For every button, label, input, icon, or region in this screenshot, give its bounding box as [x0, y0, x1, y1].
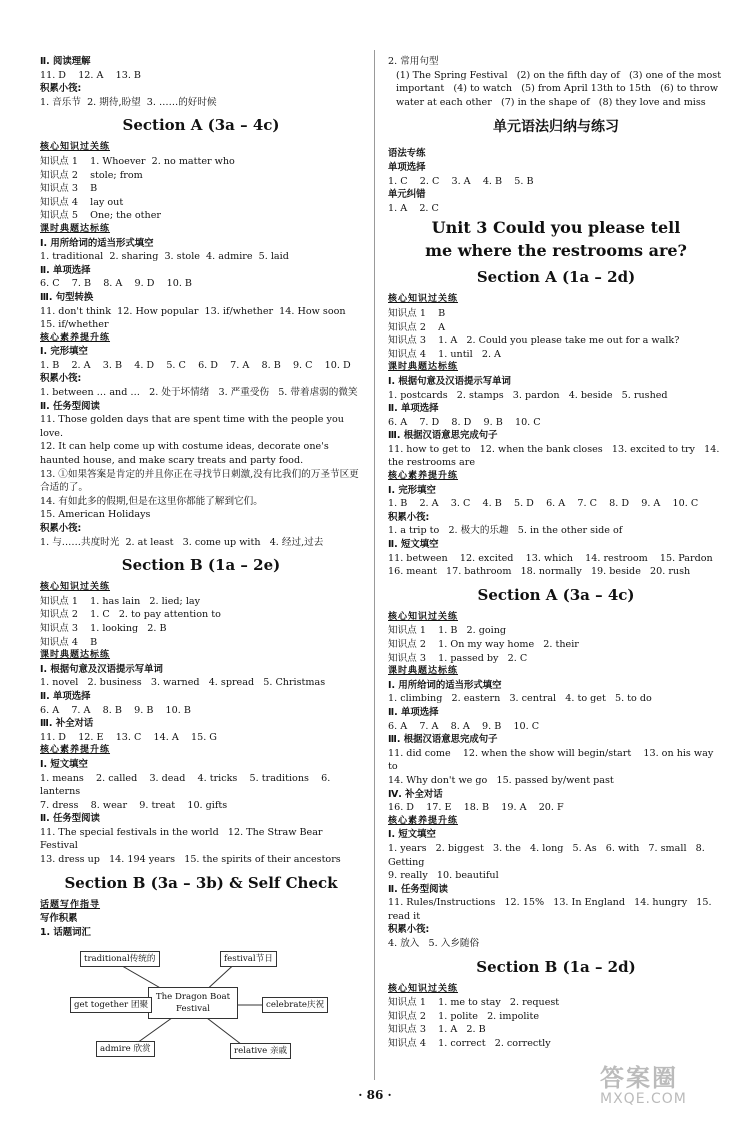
left-column [40, 55, 362, 1063]
answer-line: 知识点 3 1. passed by 2. C [388, 652, 528, 664]
answer-line: 1. B 2. A 3. B 4. D 5. C 6. D 7. A 8. B 9. C 10. D [40, 359, 351, 371]
answer-line: 知识点 3 1. A 2. B [388, 1024, 486, 1036]
answer-line: 15. American Holidays [40, 509, 151, 521]
answer-line: 4. 放入 5. 入乡随俗 [388, 938, 480, 950]
answer-line: 1. B 2. A 3. C 4. B 5. D 6. A 7. C 8. D 9. A 10. C [388, 498, 699, 510]
answer-line: 15. if/whether [40, 319, 109, 331]
answer-line: 知识点 3 1. looking 2. B [40, 622, 167, 634]
diagram-box-celebrate: celebrate庆祝 [262, 997, 328, 1013]
section-label: 核心素养提升练 [40, 745, 111, 756]
answer-line: 知识点 5 One; the other [40, 210, 161, 222]
section-label: 核心知识过关练 [40, 582, 111, 593]
section-title: Section A (3a – 4c) [477, 585, 635, 604]
section-label: 核心素养提升练 [388, 815, 459, 826]
subheading: Ⅲ. 补全对话 [40, 718, 94, 730]
chapter-title: 单元语法归纳与练习 [493, 119, 619, 136]
answer-line: 知识点 4 B [40, 636, 98, 648]
subheading: Ⅱ. 单项选择 [40, 264, 91, 276]
subheading: Ⅲ. 根据汉语意思完成句子 [388, 734, 498, 746]
right-lines [388, 55, 724, 1051]
answer-line: 知识点 4 lay out [40, 196, 124, 208]
subheading: 单元纠错 [388, 189, 426, 201]
answer-line: 知识点 1 1. has lain 2. lied; lay [40, 595, 201, 607]
watermark-line2: MXQE.COM [600, 1091, 687, 1107]
column-divider [374, 50, 375, 1080]
answer-line: 知识点 3 B [40, 183, 98, 195]
section-title: Section A (1a – 2d) [476, 268, 636, 287]
answer-line: 1. means 2. called 3. dead 4. tricks 5. traditions 6. lanterns [40, 772, 334, 798]
subheading: 积累小筏: [40, 83, 82, 95]
subheading: 语法专练 [388, 148, 426, 160]
section-label: 核心知识过关练 [40, 142, 111, 153]
answer-line: 11. Those golden days that are spent time with the people you love. [40, 414, 347, 439]
answer-line: 7. dress 8. wear 9. treat 10. gifts [40, 799, 228, 811]
section-label: 核心素养提升练 [40, 332, 111, 343]
subheading: 积累小筏: [40, 523, 82, 534]
answer-line: 知识点 1 1. Whoever 2. no matter who [40, 155, 235, 167]
section-label: 话题写作指导 [40, 899, 101, 910]
answer-line: 知识点 2 1. On my way home 2. their [388, 639, 579, 650]
answer-line: 2. 常用句型 [388, 56, 439, 67]
answer-line: 知识点 3 1. A 2. Could you please take me out for a walk? [388, 335, 680, 347]
answer-line: 13. ①如果答案是肯定的并且你正在寻找节日刺激,没有比我们的万圣节区更合适的了。 [40, 468, 359, 494]
unit-title: me where the restrooms are? [425, 241, 687, 261]
subheading: Ⅱ. 阅读理解 [40, 56, 91, 67]
subheading: 单项选择 [388, 161, 426, 173]
subheading: 积累小筏: [388, 511, 430, 523]
answer-line: 11. D 12. A 13. B [40, 69, 141, 81]
subheading: Ⅰ. 根据句意及汉语提示写单词 [40, 663, 163, 675]
section-label: 课时典题达标练 [40, 223, 111, 234]
section-label: 核心知识过关练 [388, 983, 459, 994]
answer-block: (1) The Spring Festival (2) on the fifth day of (3) one of the most important (4) to watch (5) from April 13th to 15th (6) to throw water at each other (7) in the shape of (8) they love and miss [396, 69, 725, 108]
subheading: Ⅱ. 任务型阅读 [40, 813, 100, 825]
answer-line: 知识点 1 1. B 2. going [388, 625, 507, 637]
answer-line: 1. years 2. biggest 3. the 4. long 5. As 6. with 7. small 8. Getting [388, 842, 708, 868]
subheading: 积累小筏: [388, 924, 430, 936]
answer-line: 1. 与……共度时光 2. at least 3. come up with 4. 经过,过去 [40, 536, 324, 548]
right-column [388, 55, 724, 1051]
subheading: Ⅰ. 完形填空 [40, 346, 88, 358]
subheading: 积累小筏: [40, 373, 82, 385]
answer-line: 11. D 12. E 13. C 14. A 15. G [40, 731, 217, 743]
answer-line: 1. 音乐节 2. 期待,盼望 3. ……的好时候 [40, 96, 217, 108]
answer-line: 6. A 7. D 8. D 9. B 10. C [388, 416, 541, 428]
subheading: Ⅰ. 根据句意及汉语提示写单词 [388, 375, 511, 387]
subheading: Ⅱ. 短文填空 [388, 539, 439, 551]
subheading: Ⅱ. 任务型阅读 [388, 883, 448, 895]
answer-line: 1. A 2. C [388, 202, 439, 214]
watermark-line1: 答案圈 [600, 1064, 678, 1092]
answer-line: 14. Why don't we go 15. passed by/went past [388, 774, 614, 786]
answer-line: 11. how to get to 12. when the bank closes 13. excited to try 14. the restrooms are [388, 443, 723, 469]
page-number: · 86 · [358, 1088, 392, 1102]
answer-line: 知识点 1 1. me to stay 2. request [388, 997, 560, 1009]
answer-line: 1. between … and … 2. 处于坏情绪 3. 严重受伤 5. 带着虐弱的微笑 [40, 387, 358, 399]
answer-line: 11. The special festivals in the world 12. The Straw Bear Festival [40, 826, 326, 852]
diagram-box-relative: relative 亲戚 [230, 1043, 291, 1059]
subheading: Ⅰ. 短文填空 [40, 758, 88, 770]
section-title: Section B (3a – 3b) & Self Check [64, 873, 338, 892]
subheading: Ⅰ. 用所给词的适当形式填空 [388, 679, 502, 691]
answer-line: 16. D 17. E 18. B 19. A 20. F [388, 802, 564, 814]
section-title: Section B (1a – 2d) [476, 957, 636, 976]
answer-line: 知识点 2 1. C 2. to pay attention to [40, 609, 221, 621]
section-label: 课时典题达标练 [388, 666, 459, 677]
answer-line: 11. did come 12. when the show will begin/start 13. on his way to [388, 747, 717, 773]
diagram-box-get-together: get together 团聚 [70, 997, 152, 1013]
subheading: Ⅲ. 根据汉语意思完成句子 [388, 430, 498, 442]
answer-line: 1. traditional 2. sharing 3. stole 4. admire 5. laid [40, 251, 289, 263]
answer-line: 1. postcards 2. stamps 3. pardon 4. beside 5. rushed [388, 389, 668, 401]
diagram-box-traditional: traditional传统的 [80, 951, 160, 967]
subheading: Ⅲ. 句型转换 [40, 291, 94, 303]
answer-line: 11. Rules/Instructions 12. 15% 13. In England 14. hungry 15. read it [388, 897, 715, 922]
watermark-logo [600, 1065, 730, 1115]
answer-line: 1. novel 2. business 3. warned 4. spread 5. Christmas [40, 677, 326, 689]
subheading: Ⅰ. 短文填空 [388, 829, 436, 841]
subheading: Ⅱ. 单项选择 [388, 706, 439, 718]
topic-vocabulary-diagram [40, 943, 340, 1063]
section-title: Section B (1a – 2e) [121, 556, 281, 575]
left-lines [40, 55, 362, 939]
answer-line: 知识点 2 A [388, 321, 446, 333]
answer-line: 1. C 2. C 3. A 4. B 5. B [388, 175, 534, 187]
answer-line: 9. really 10. beautiful [388, 870, 499, 882]
answer-line: 知识点 1 B [388, 307, 446, 319]
answer-line: 11. don't think 12. How popular 13. if/whether 14. How soon [40, 305, 346, 317]
subheading: Ⅰ. 用所给词的适当形式填空 [40, 237, 154, 249]
subheading: Ⅱ. 任务型阅读 [40, 400, 100, 412]
subheading: Ⅳ. 补全对话 [388, 788, 443, 800]
subheading: 写作积累 [40, 913, 78, 925]
subheading: Ⅰ. 完形填空 [388, 484, 436, 496]
answer-line: 14. 有如此多的假期,但是在这里你都能了解到它们。 [40, 495, 263, 507]
answer-line: 13. dress up 14. 194 years 15. the spirits of their ancestors [40, 854, 341, 866]
answer-line: 知识点 4 1. until 2. A [388, 348, 501, 360]
answer-line: 11. between 12. excited 13. which 14. restroom 15. Pardon [388, 552, 713, 564]
diagram-box-festival: festival节日 [220, 951, 277, 967]
answer-line: 知识点 4 1. correct 2. correctly [388, 1038, 551, 1050]
unit-title: Unit 3 Could you please tell [431, 218, 681, 238]
answer-line: 1. climbing 2. eastern 3. central 4. to get 5. to do [388, 693, 652, 705]
subheading: Ⅱ. 单项选择 [388, 403, 439, 415]
section-label: 核心知识过关练 [388, 294, 459, 305]
answer-line: 知识点 2 1. polite 2. impolite [388, 1010, 540, 1022]
section-title: Section A (3a – 4c) [122, 116, 280, 135]
section-label: 课时典题达标练 [40, 650, 111, 661]
answer-line: 6. A 7. A 8. A 9. B 10. C [388, 720, 540, 732]
diagram-box-admire: admire 欣赏 [96, 1041, 155, 1057]
subheading: Ⅱ. 单项选择 [40, 690, 91, 702]
section-label: 课时典题达标练 [388, 362, 459, 373]
section-label: 核心素养提升练 [388, 471, 459, 482]
answer-line: 6. C 7. B 8. A 9. D 10. B [40, 278, 192, 290]
answer-line: 知识点 2 stole; from [40, 169, 143, 181]
diagram-center-box: The Dragon Boat Festival [148, 987, 238, 1019]
answer-line: 1. a trip to 2. 极大的乐趣 5. in the other side of [388, 525, 623, 537]
answer-line: 12. It can help come up with costume ideas, decorate one's haunted house, and make scary treats and party food. [40, 441, 332, 467]
section-label: 核心知识过关练 [388, 611, 459, 622]
answer-line: 6. A 7. A 8. B 9. B 10. B [40, 704, 191, 716]
answer-line: 16. meant 17. bathroom 18. normally 19. beside 20. rush [388, 566, 691, 578]
subheading: 1. 话题词汇 [40, 926, 91, 938]
